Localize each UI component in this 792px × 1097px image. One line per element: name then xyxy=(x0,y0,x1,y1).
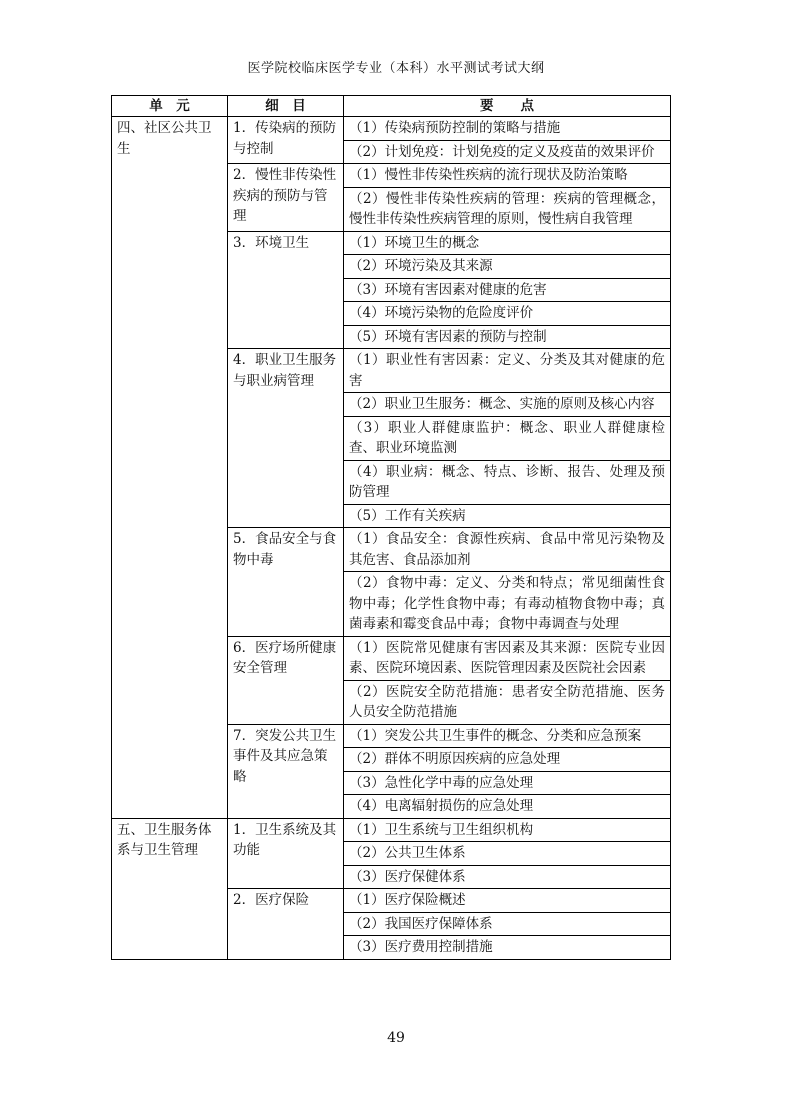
point-cell: （2）食物中毒：定义、分类和特点；常见细菌性食物中毒；化学性食物中毒；有毒动植物食物中毒；真菌毒素和霉变食品中毒；食物中毒调查与处理 xyxy=(344,572,671,637)
item-cell: 7．突发公共卫生事件及其应急策略 xyxy=(228,724,344,818)
point-cell: （3）急性化学中毒的应急处理 xyxy=(344,771,671,795)
table-row xyxy=(112,117,671,141)
point-cell: （4）电离辐射损伤的应急处理 xyxy=(344,795,671,819)
page-number: 49 xyxy=(387,1030,405,1046)
point-cell: （1）医院常见健康有害因素及其来源：医院专业因素、医院环境因素、医院管理因素及医院社会因素 xyxy=(344,636,671,680)
unit-cell: 五、卫生服务体系与卫生管理 xyxy=(112,818,228,959)
header-unit: 单 元 xyxy=(112,96,228,117)
point-cell: （1）慢性非传染性疾病的流行现状及防治策略 xyxy=(344,164,671,188)
item-cell: 6．医疗场所健康安全管理 xyxy=(228,636,344,724)
point-cell: （4）环境污染物的危险度评价 xyxy=(344,302,671,326)
item-cell: 2．慢性非传染性疾病的预防与管理 xyxy=(228,164,344,232)
point-cell: （3）职业人群健康监护：概念、职业人群健康检查、职业环境监测 xyxy=(344,416,671,460)
point-cell: （1）突发公共卫生事件的概念、分类和应急预案 xyxy=(344,724,671,748)
item-cell: 3．环境卫生 xyxy=(228,231,344,349)
point-cell: （1）职业性有害因素：定义、分类及其对健康的危害 xyxy=(344,349,671,393)
table-row xyxy=(112,818,671,842)
table-body xyxy=(112,117,671,960)
syllabus-table xyxy=(111,95,671,960)
point-cell: （4）职业病：概念、特点、诊断、报告、处理及预防管理 xyxy=(344,460,671,504)
item-cell: 4．职业卫生服务与职业病管理 xyxy=(228,349,344,528)
header-points: 要 点 xyxy=(344,96,671,117)
point-cell: （5）工作有关疾病 xyxy=(344,504,671,528)
point-cell: （2）计划免疫：计划免疫的定义及疫苗的效果评价 xyxy=(344,140,671,164)
item-cell: 2．医疗保险 xyxy=(228,889,344,960)
point-cell: （2）环境污染及其来源 xyxy=(344,255,671,279)
point-cell: （1）医疗保险概述 xyxy=(344,889,671,913)
table-header-row xyxy=(112,96,671,117)
item-cell: 1．卫生系统及其功能 xyxy=(228,818,344,889)
item-cell: 5．食品安全与食物中毒 xyxy=(228,528,344,637)
point-cell: （1）卫生系统与卫生组织机构 xyxy=(344,818,671,842)
point-cell: （2）医院安全防范措施：患者安全防范措施、医务人员安全防范措施 xyxy=(344,680,671,724)
header-item: 细 目 xyxy=(228,96,344,117)
point-cell: （2）职业卫生服务：概念、实施的原则及核心内容 xyxy=(344,393,671,417)
unit-cell: 四、社区公共卫生 xyxy=(112,117,228,819)
item-cell: 1．传染病的预防与控制 xyxy=(228,117,344,164)
point-cell: （3）医疗费用控制措施 xyxy=(344,936,671,960)
point-cell: （5）环境有害因素的预防与控制 xyxy=(344,325,671,349)
point-cell: （2）群体不明原因疾病的应急处理 xyxy=(344,748,671,772)
point-cell: （2）公共卫生体系 xyxy=(344,842,671,866)
point-cell: （2）我国医疗保障体系 xyxy=(344,912,671,936)
point-cell: （1）食品安全：食源性疾病、食品中常见污染物及其危害、食品添加剂 xyxy=(344,528,671,572)
page-header: 医学院校临床医学专业（本科）水平测试考试大纲 xyxy=(247,61,545,76)
point-cell: （3）医疗保健体系 xyxy=(344,865,671,889)
point-cell: （1）环境卫生的概念 xyxy=(344,231,671,255)
point-cell: （1）传染病预防控制的策略与措施 xyxy=(344,117,671,141)
point-cell: （2）慢性非传染性疾病的管理：疾病的管理概念，慢性非传染性疾病管理的原则，慢性病自我管理 xyxy=(344,187,671,231)
point-cell: （3）环境有害因素对健康的危害 xyxy=(344,278,671,302)
